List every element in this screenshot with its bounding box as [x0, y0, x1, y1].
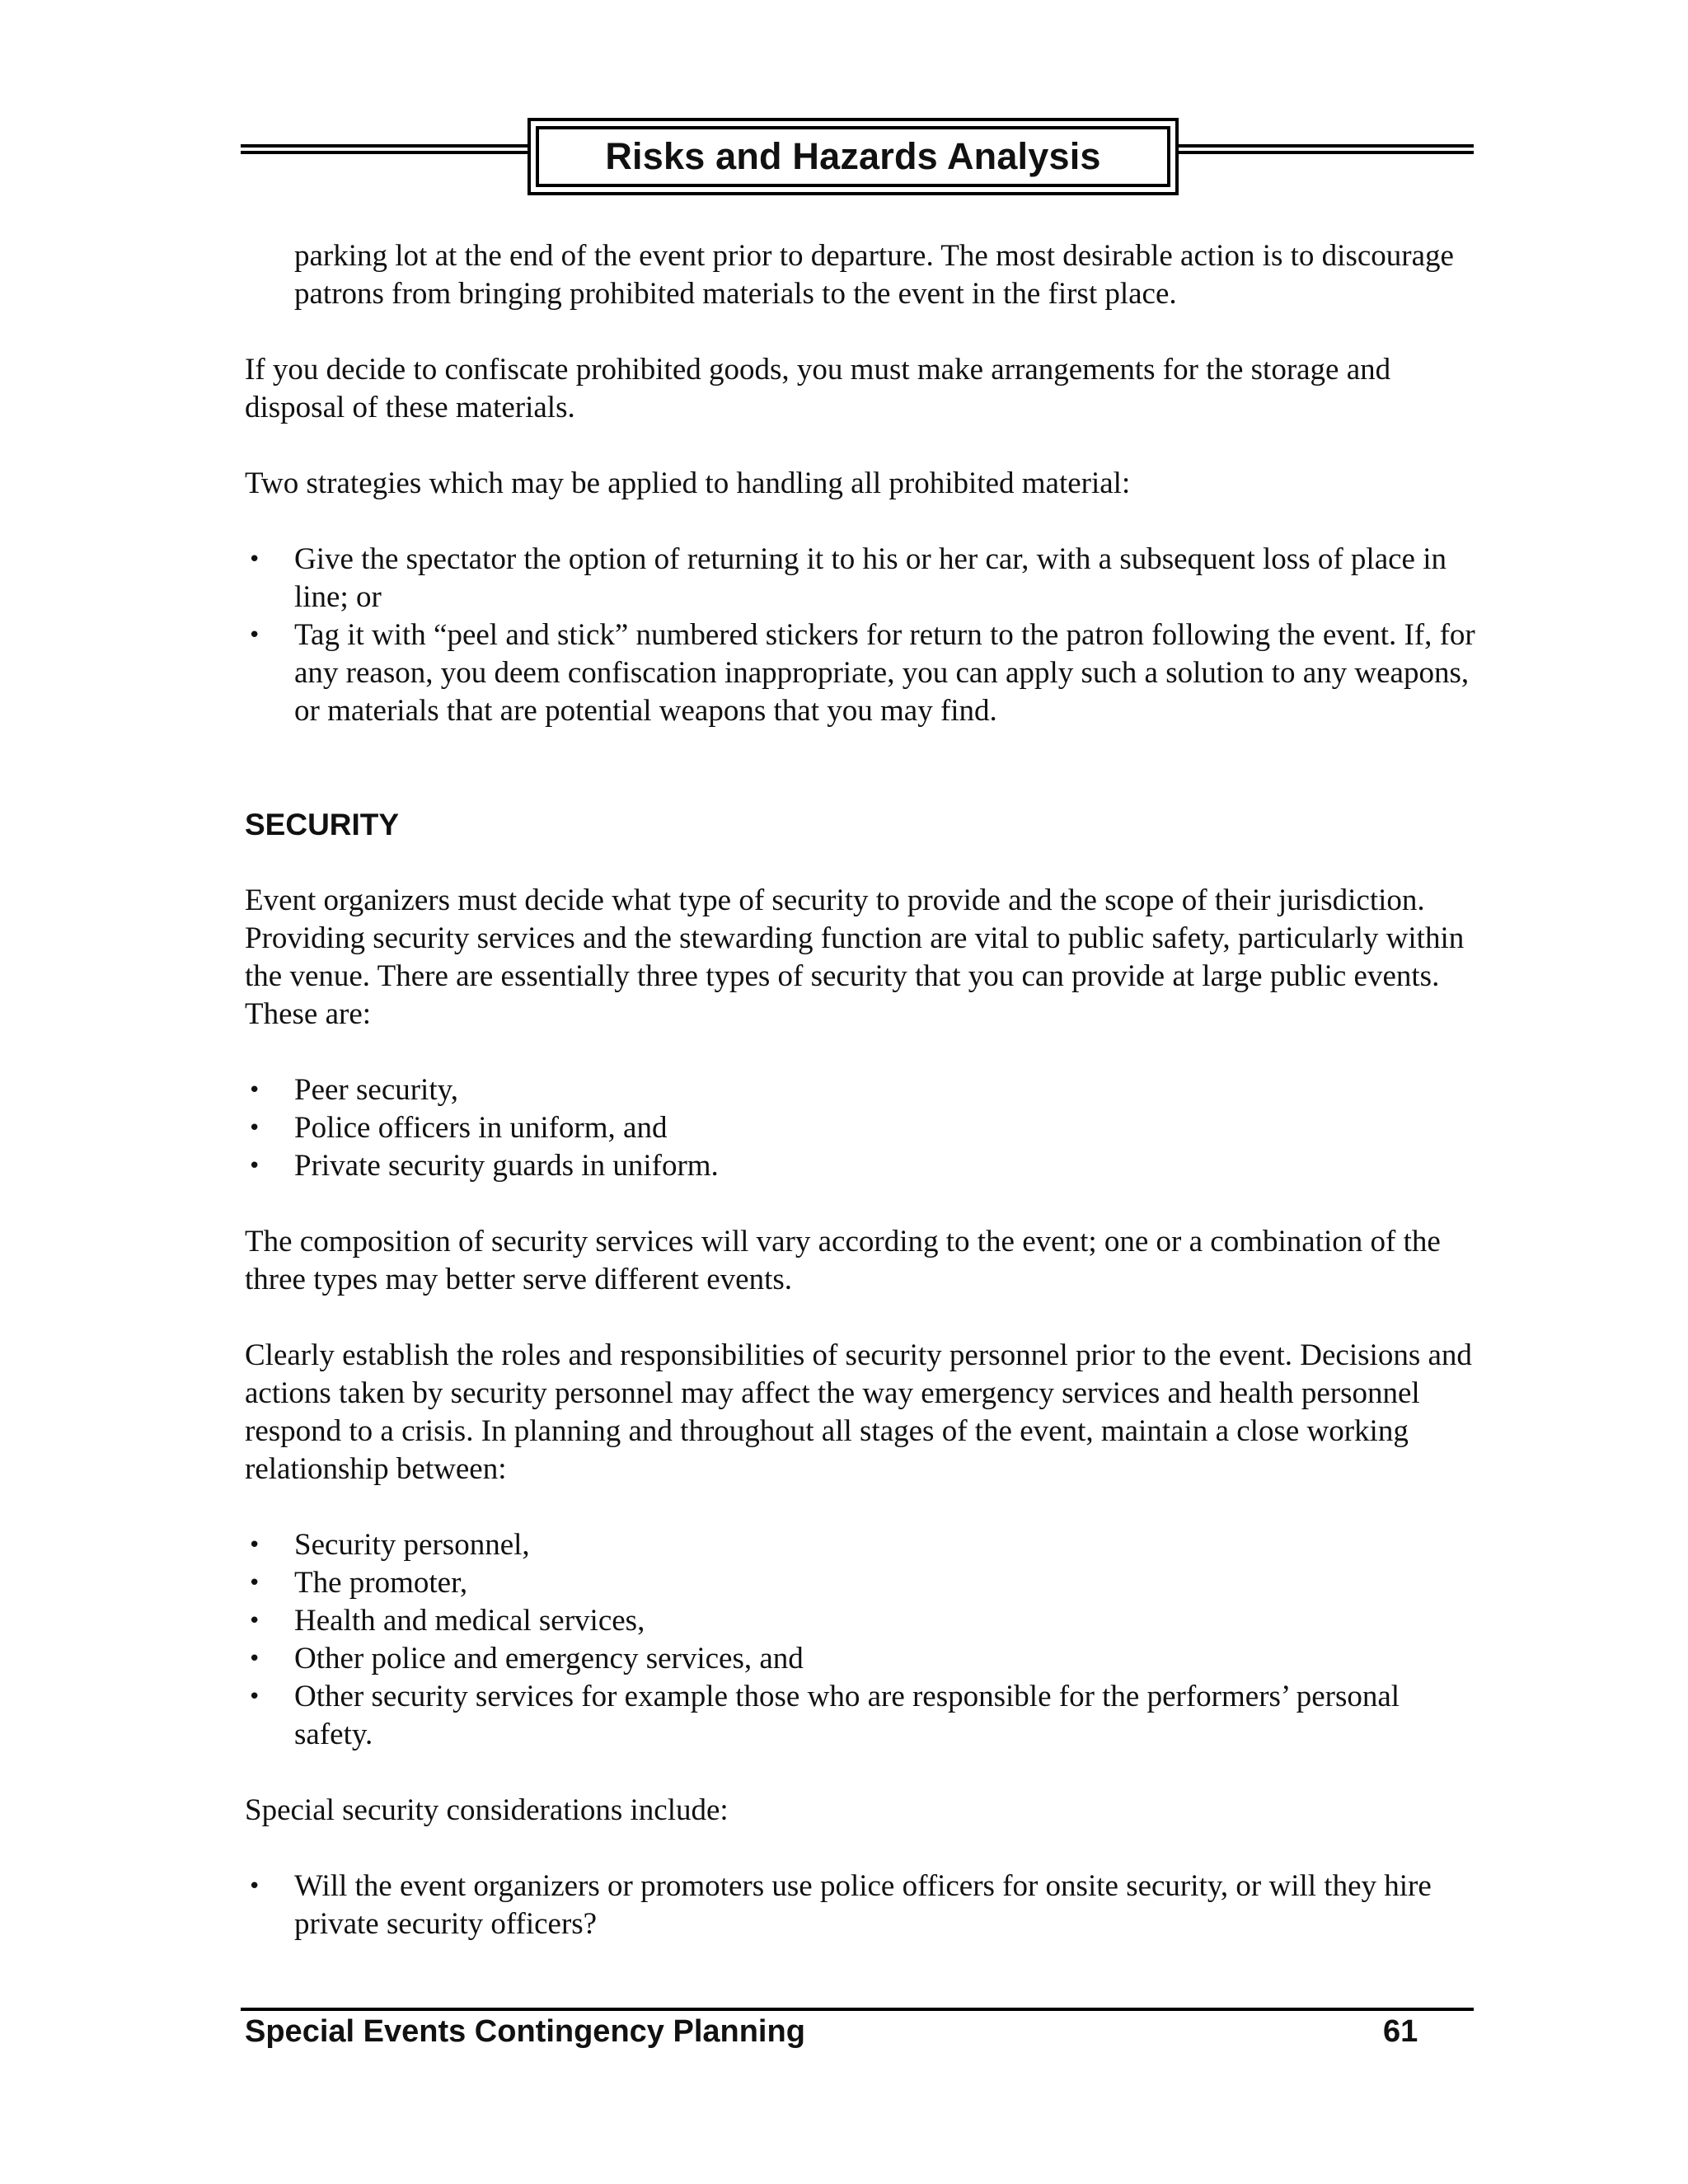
footer-title: Special Events Contingency Planning: [245, 2014, 805, 2049]
list-item: [245, 1147, 1481, 1185]
list-item: [245, 1109, 1481, 1147]
roles-paragraph: Clearly establish the roles and responsibilities of security personnel prior to the event. Decisions and actions taken by security personnel may affect the way emergency services and health personnel respond to a crisis. In planning and throughout all stages of the event, maintain a close working relationship between:: [245, 1338, 1472, 1486]
bullet-icon: •: [248, 547, 261, 572]
section-heading-security: SECURITY: [245, 808, 400, 841]
header-rule-right: [1177, 144, 1474, 154]
bullet-icon: •: [248, 1609, 261, 1633]
bullet-icon: •: [248, 1647, 261, 1671]
list-item: [245, 1602, 1481, 1640]
list-item: [245, 1868, 1481, 1943]
list-item: [245, 1526, 1481, 1564]
list-item: [245, 541, 1481, 616]
list-item: [245, 1071, 1481, 1109]
page-number: 61: [1383, 2014, 1418, 2049]
intro-continuation-paragraph: parking lot at the end of the event prior to departure. The most desirable action is to discourage patrons from bringing prohibited materials to the event in the first place.: [294, 239, 1454, 311]
bullet-icon: •: [248, 1154, 261, 1179]
composition-paragraph: The composition of security services will vary according to the event; one or a combination of the three types may better serve different events.: [245, 1225, 1441, 1296]
footer-rule: [241, 2008, 1474, 2011]
confiscate-paragraph: If you decide to confiscate prohibited goods, you must make arrangements for the storage and disposal of these materials.: [245, 353, 1391, 424]
relationships-list: [245, 1526, 1481, 1754]
list-item: [245, 616, 1481, 730]
organizers-paragraph: Event organizers must decide what type of security to provide and the scope of their jurisdiction. Providing security services and the stewarding function are vital to public safety, particularly within the venue. There are essentially three types of security that you can provide at large public events. These are:: [245, 883, 1465, 1031]
list-item: [245, 1678, 1481, 1754]
list-item-text: Health and medical services,: [294, 1604, 645, 1638]
list-item-text: Will the event organizers or promoters use police officers for onsite security, or will they hire private security officers?: [294, 1869, 1432, 1941]
strategies-intro-paragraph: Two strategies which may be applied to handling all prohibited material:: [245, 466, 1131, 500]
list-item-text: Private security guards in uniform.: [294, 1149, 719, 1183]
list-item-text: Other security services for example those who are responsible for the performers’ personal safety.: [294, 1680, 1400, 1751]
header-title-box: [528, 118, 1179, 195]
considerations-list: [245, 1868, 1481, 1943]
list-item-text: The promoter,: [294, 1566, 468, 1600]
list-item: [245, 1640, 1481, 1678]
header-title-box-inner: [536, 126, 1170, 187]
header-rule-left: [241, 144, 528, 154]
bullet-icon: •: [248, 1116, 261, 1141]
list-item-text: Give the spectator the option of returning it to his or her car, with a subsequent loss of place in line; or: [294, 542, 1447, 614]
bullet-icon: •: [248, 623, 261, 648]
bullet-icon: •: [248, 1571, 261, 1596]
list-item-text: Peer security,: [294, 1073, 458, 1107]
bullet-icon: •: [248, 1533, 261, 1558]
list-item-text: Tag it with “peel and stick” numbered stickers for return to the patron following the event. If, for any reason, you deem confiscation inappropriate, you can apply such a solution to any weapons, or materials that are potential weapons that you may find.: [294, 618, 1475, 728]
bullet-icon: •: [248, 1078, 261, 1103]
list-item: [245, 1564, 1481, 1602]
strategies-list: [245, 541, 1481, 730]
list-item-text: Security personnel,: [294, 1528, 530, 1562]
special-considerations-paragraph: Special security considerations include:: [245, 1793, 729, 1827]
security-types-list: [245, 1071, 1481, 1185]
list-item-text: Police officers in uniform, and: [294, 1111, 668, 1145]
bullet-icon: •: [248, 1874, 261, 1899]
page-body: [245, 237, 1481, 1943]
bullet-icon: •: [248, 1685, 261, 1709]
list-item-text: Other police and emergency services, and: [294, 1642, 804, 1675]
header-title: Risks and Hazards Analysis: [605, 135, 1101, 177]
